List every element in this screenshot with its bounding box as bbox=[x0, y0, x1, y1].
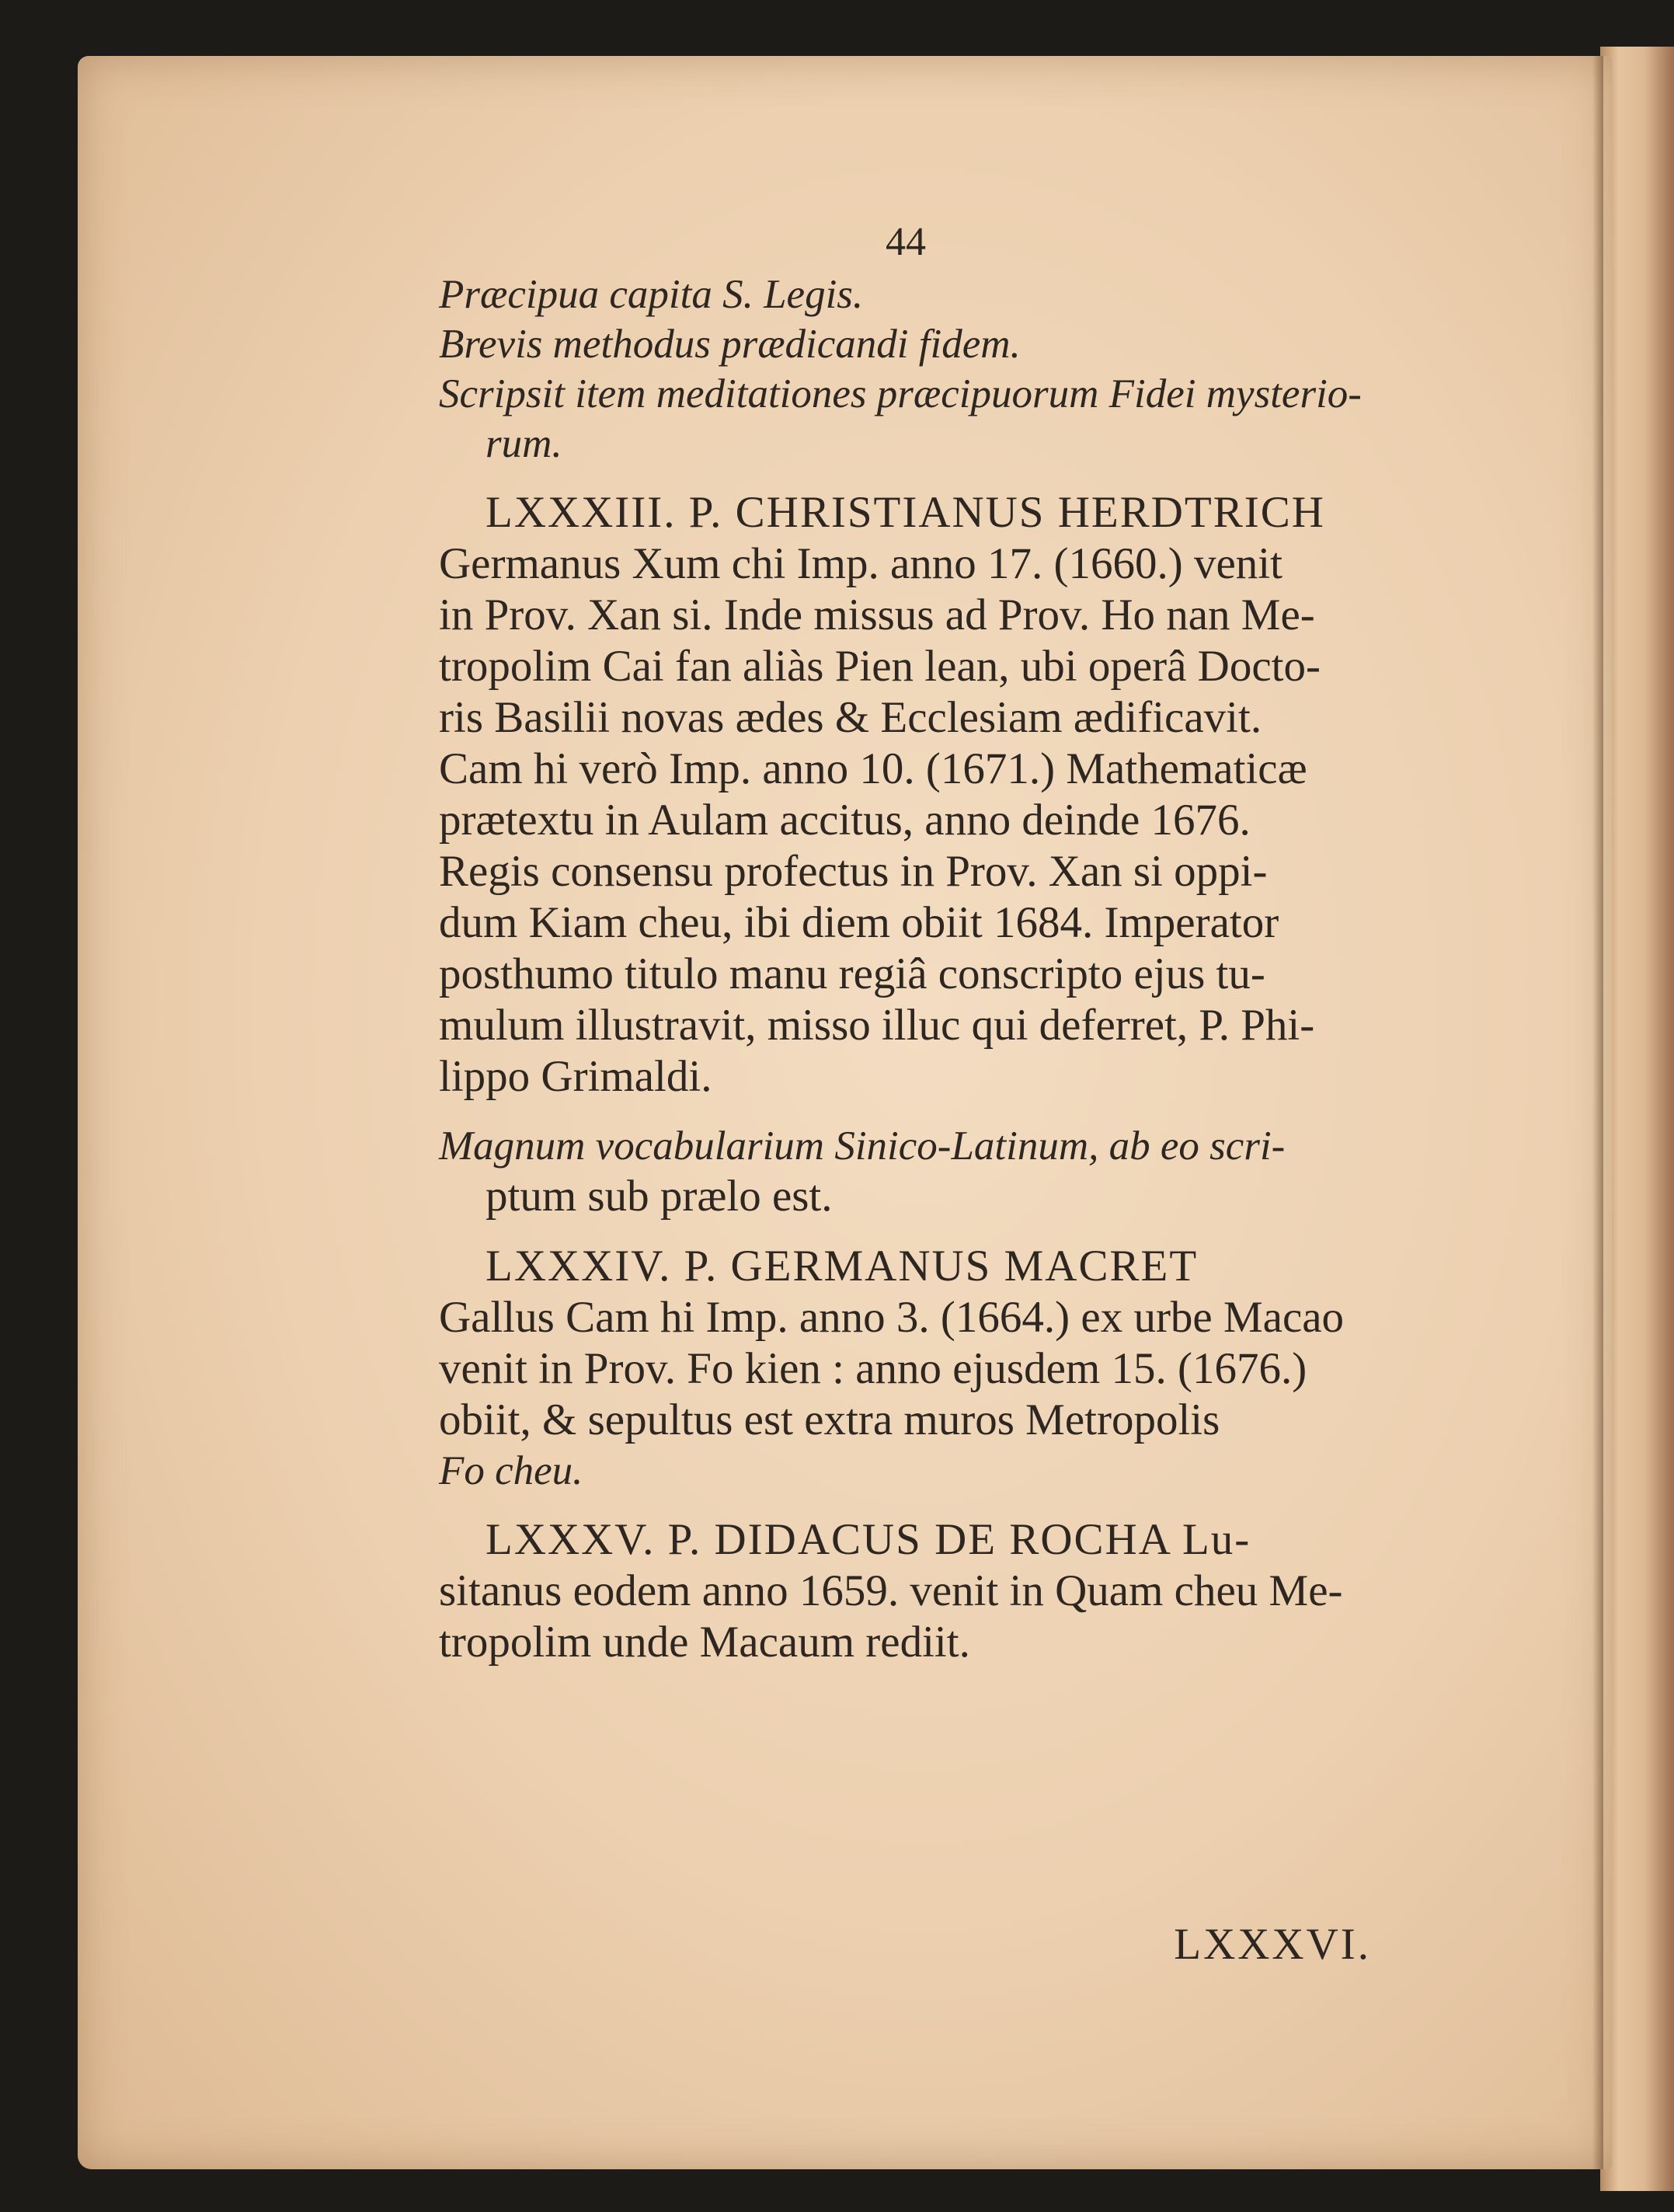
text-line: Cam hi verò Imp. anno 10. (1671.) Mathematicæ bbox=[439, 744, 1307, 793]
text-line: rum. bbox=[485, 421, 562, 466]
text-line: mulum illustravit, misso illuc qui deferret, P. Phi- bbox=[439, 1001, 1315, 1050]
text-line: lippo Grimaldi. bbox=[439, 1052, 712, 1101]
entry-heading: LXXXIII. P. CHRISTIANUS HERDTRICH bbox=[485, 488, 1325, 537]
text-line: ris Basilii novas ædes & Ecclesiam ædificavit. bbox=[439, 693, 1262, 742]
text-line: Gallus Cam hi Imp. anno 3. (1664.) ex urbe Macao bbox=[439, 1293, 1345, 1342]
entry-heading: LXXXIV. P. GERMANUS MACRET bbox=[485, 1242, 1199, 1291]
entry-heading: LXXXV. P. DIDACUS DE ROCHA Lu- bbox=[485, 1515, 1251, 1564]
text-line: Magnum vocabularium Sinico-Latinum, ab eo scri- bbox=[439, 1123, 1286, 1169]
text-line: in Prov. Xan si. Inde missus ad Prov. Ho nan Me- bbox=[439, 590, 1315, 639]
text-line: ptum sub prælo est. bbox=[485, 1172, 833, 1221]
text-line: Fo cheu. bbox=[439, 1448, 583, 1493]
text-line: posthumo titulo manu regiâ conscripto ejus tu- bbox=[439, 949, 1265, 998]
page-gutter-shadow bbox=[1592, 56, 1603, 2169]
page-number: 44 bbox=[886, 220, 926, 264]
text-line: sitanus eodem anno 1659. venit in Quam cheu Me- bbox=[439, 1566, 1343, 1615]
text-line: prætextu in Aulam accitus, anno deinde 1676. bbox=[439, 796, 1251, 845]
text-line: dum Kiam cheu, ibi diem obiit 1684. Imperator bbox=[439, 898, 1279, 947]
text-line: tropolim unde Macaum rediit. bbox=[439, 1618, 970, 1667]
text-line: Præcipua capita S. Legis. bbox=[439, 272, 864, 317]
catchword: LXXXVI. bbox=[1174, 1920, 1371, 1969]
text-line: Germanus Xum chi Imp. anno 17. (1660.) venit bbox=[439, 539, 1282, 588]
text-line: Regis consensu profectus in Prov. Xan si oppi- bbox=[439, 847, 1268, 896]
text-line: Scripsit item meditationes præcipuorum Fidei mysterio- bbox=[439, 371, 1362, 416]
text-line: obiit, & sepultus est extra muros Metropolis bbox=[439, 1395, 1220, 1444]
text-line: Brevis methodus prædicandi fidem. bbox=[439, 322, 1021, 367]
text-line: venit in Prov. Fo kien : anno ejusdem 15. (1676.) bbox=[439, 1344, 1307, 1393]
page-text bbox=[439, 221, 1394, 1668]
text-line: tropolim Cai fan aliàs Pien lean, ubi operâ Docto- bbox=[439, 642, 1321, 691]
